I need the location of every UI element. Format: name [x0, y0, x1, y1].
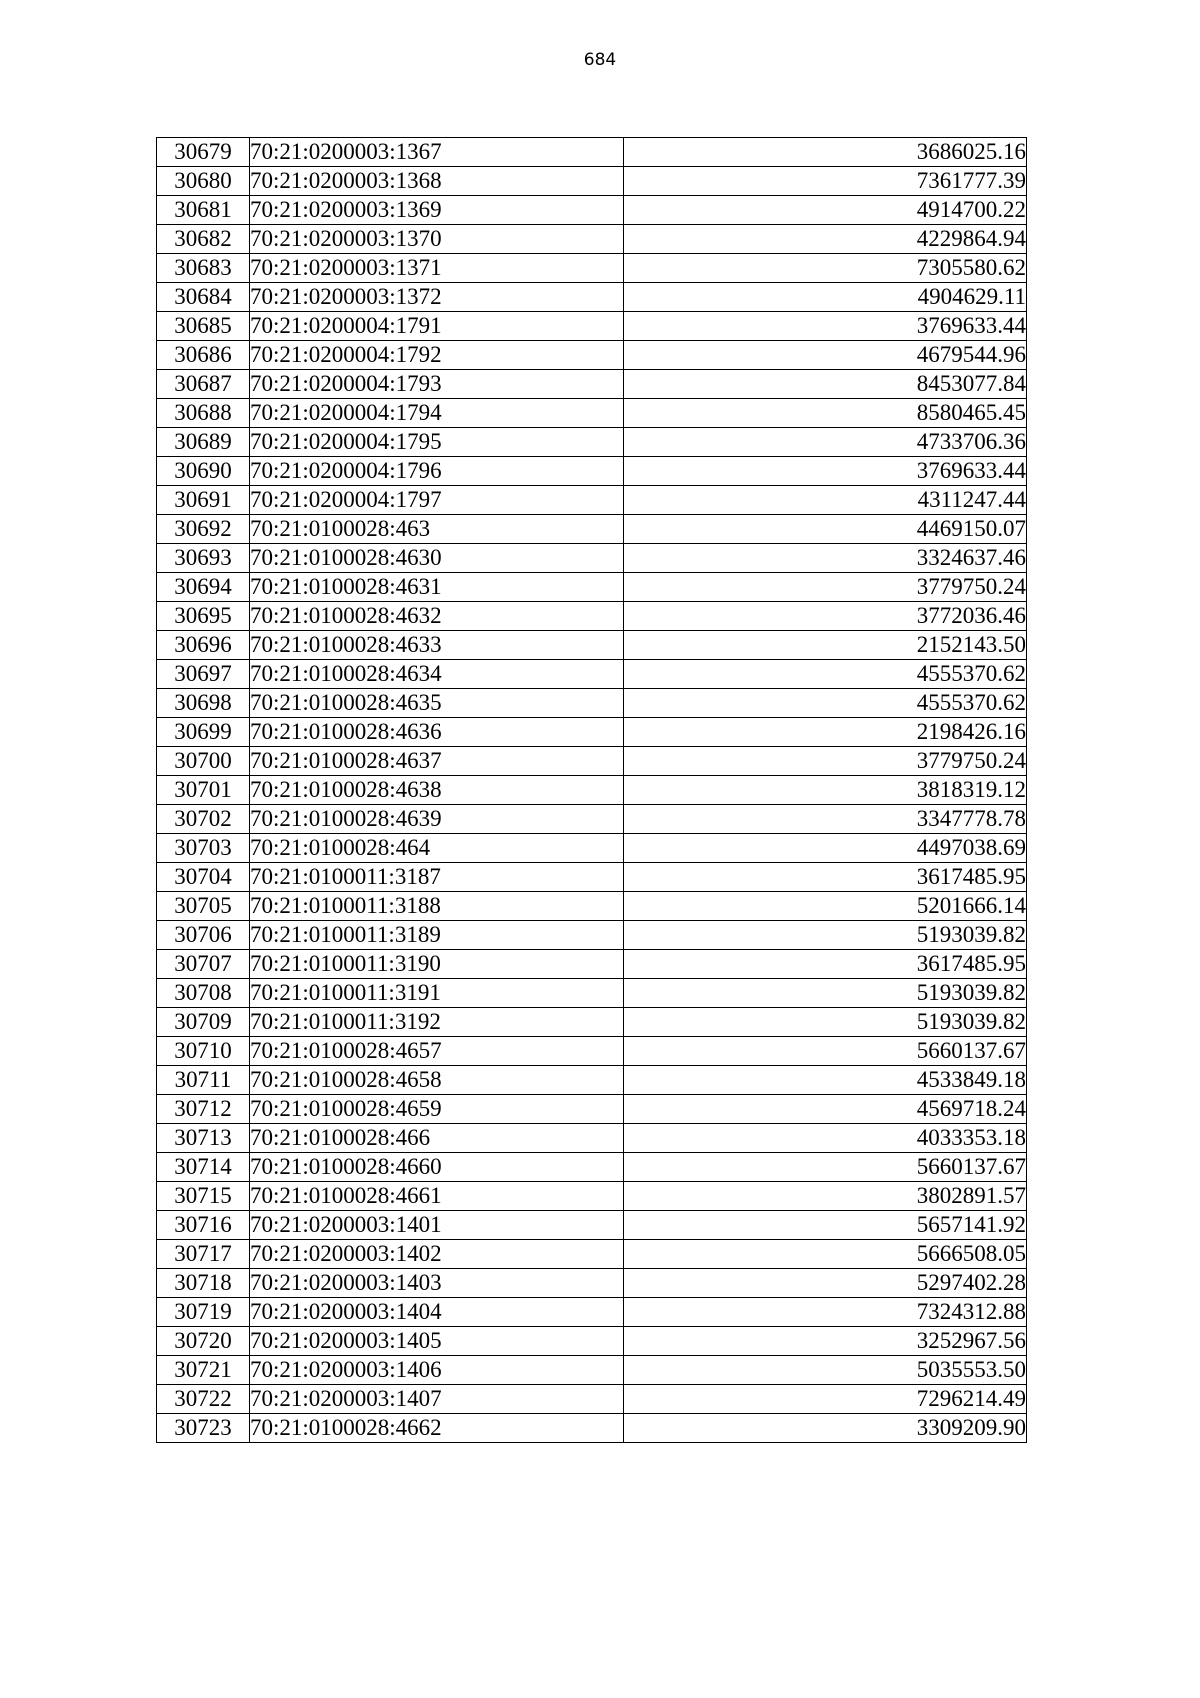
row-number-cell: 30691	[157, 486, 250, 515]
cadastral-number-cell: 70:21:0100011:3187	[250, 863, 624, 892]
table-row	[157, 1240, 1027, 1269]
cadastral-number-cell: 70:21:0200004:1795	[250, 428, 624, 457]
table-row	[157, 863, 1027, 892]
value-cell: 4569718.24	[624, 1095, 1027, 1124]
table-row	[157, 254, 1027, 283]
table-body	[157, 138, 1027, 1443]
table-row	[157, 1066, 1027, 1095]
row-number-cell: 30698	[157, 689, 250, 718]
cadastral-number-cell: 70:21:0200003:1370	[250, 225, 624, 254]
row-number-cell: 30702	[157, 805, 250, 834]
row-number-cell: 30707	[157, 950, 250, 979]
table-row	[157, 1182, 1027, 1211]
value-cell: 3779750.24	[624, 747, 1027, 776]
cadastral-number-cell: 70:21:0100011:3191	[250, 979, 624, 1008]
row-number-cell: 30721	[157, 1356, 250, 1385]
cadastral-number-cell: 70:21:0200004:1794	[250, 399, 624, 428]
table-row	[157, 1414, 1027, 1443]
table-row	[157, 1095, 1027, 1124]
row-number-cell: 30709	[157, 1008, 250, 1037]
row-number-cell: 30699	[157, 718, 250, 747]
row-number-cell: 30708	[157, 979, 250, 1008]
cadastral-number-cell: 70:21:0200003:1372	[250, 283, 624, 312]
table-row	[157, 225, 1027, 254]
table-row	[157, 573, 1027, 602]
value-cell: 7361777.39	[624, 167, 1027, 196]
value-cell: 4229864.94	[624, 225, 1027, 254]
table-row	[157, 1124, 1027, 1153]
row-number-cell: 30682	[157, 225, 250, 254]
cadastral-number-cell: 70:21:0100028:4636	[250, 718, 624, 747]
table-row	[157, 747, 1027, 776]
row-number-cell: 30715	[157, 1182, 250, 1211]
cadastral-number-cell: 70:21:0200004:1797	[250, 486, 624, 515]
cadastral-number-cell: 70:21:0200004:1792	[250, 341, 624, 370]
value-cell: 5657141.92	[624, 1211, 1027, 1240]
cadastral-number-cell: 70:21:0100028:4632	[250, 602, 624, 631]
cadastral-number-cell: 70:21:0100028:4635	[250, 689, 624, 718]
value-cell: 3779750.24	[624, 573, 1027, 602]
table-row	[157, 921, 1027, 950]
cadastral-number-cell: 70:21:0100028:4657	[250, 1037, 624, 1066]
value-cell: 4555370.62	[624, 660, 1027, 689]
cadastral-number-cell: 70:21:0200003:1404	[250, 1298, 624, 1327]
cadastral-number-cell: 70:21:0100028:4660	[250, 1153, 624, 1182]
table-row	[157, 979, 1027, 1008]
row-number-cell: 30696	[157, 631, 250, 660]
value-cell: 2152143.50	[624, 631, 1027, 660]
row-number-cell: 30695	[157, 602, 250, 631]
row-number-cell: 30686	[157, 341, 250, 370]
table-row	[157, 1211, 1027, 1240]
table-row	[157, 283, 1027, 312]
table-row	[157, 196, 1027, 225]
value-cell: 3686025.16	[624, 138, 1027, 167]
cadastral-number-cell: 70:21:0200004:1793	[250, 370, 624, 399]
value-cell: 5660137.67	[624, 1037, 1027, 1066]
value-cell: 4733706.36	[624, 428, 1027, 457]
row-number-cell: 30693	[157, 544, 250, 573]
table-row	[157, 631, 1027, 660]
table-row	[157, 341, 1027, 370]
value-cell: 3769633.44	[624, 312, 1027, 341]
value-cell: 5660137.67	[624, 1153, 1027, 1182]
row-number-cell: 30679	[157, 138, 250, 167]
table-row	[157, 892, 1027, 921]
table-row	[157, 167, 1027, 196]
table-row	[157, 1269, 1027, 1298]
value-cell: 4033353.18	[624, 1124, 1027, 1153]
value-cell: 3617485.95	[624, 950, 1027, 979]
row-number-cell: 30723	[157, 1414, 250, 1443]
value-cell: 5035553.50	[624, 1356, 1027, 1385]
value-cell: 3309209.90	[624, 1414, 1027, 1443]
value-cell: 5666508.05	[624, 1240, 1027, 1269]
row-number-cell: 30718	[157, 1269, 250, 1298]
table-row	[157, 602, 1027, 631]
cadastral-number-cell: 70:21:0100028:464	[250, 834, 624, 863]
cadastral-number-cell: 70:21:0200004:1791	[250, 312, 624, 341]
cadastral-number-cell: 70:21:0100028:466	[250, 1124, 624, 1153]
cadastral-number-cell: 70:21:0100028:4630	[250, 544, 624, 573]
row-number-cell: 30705	[157, 892, 250, 921]
row-number-cell: 30722	[157, 1385, 250, 1414]
cadastral-number-cell: 70:21:0100011:3190	[250, 950, 624, 979]
page-number: 684	[583, 50, 617, 70]
value-cell: 3252967.56	[624, 1327, 1027, 1356]
cadastral-number-cell: 70:21:0200003:1406	[250, 1356, 624, 1385]
row-number-cell: 30689	[157, 428, 250, 457]
row-number-cell: 30690	[157, 457, 250, 486]
row-number-cell: 30716	[157, 1211, 250, 1240]
value-cell: 4469150.07	[624, 515, 1027, 544]
table-row	[157, 1298, 1027, 1327]
cadastral-number-cell: 70:21:0100028:4661	[250, 1182, 624, 1211]
row-number-cell: 30720	[157, 1327, 250, 1356]
cadastral-number-cell: 70:21:0200003:1401	[250, 1211, 624, 1240]
cadastral-number-cell: 70:21:0100028:4631	[250, 573, 624, 602]
row-number-cell: 30681	[157, 196, 250, 225]
cadastral-number-cell: 70:21:0200003:1367	[250, 138, 624, 167]
value-cell: 4679544.96	[624, 341, 1027, 370]
cadastral-number-cell: 70:21:0200003:1369	[250, 196, 624, 225]
row-number-cell: 30713	[157, 1124, 250, 1153]
value-cell: 3324637.46	[624, 544, 1027, 573]
cadastral-value-table	[156, 137, 1027, 1443]
table-row	[157, 1356, 1027, 1385]
row-number-cell: 30684	[157, 283, 250, 312]
table-row	[157, 370, 1027, 399]
value-cell: 4533849.18	[624, 1066, 1027, 1095]
table-row	[157, 805, 1027, 834]
table-row	[157, 776, 1027, 805]
cadastral-number-cell: 70:21:0100028:4662	[250, 1414, 624, 1443]
cadastral-number-cell: 70:21:0100028:4633	[250, 631, 624, 660]
table-row	[157, 515, 1027, 544]
value-cell: 5193039.82	[624, 921, 1027, 950]
value-cell: 5297402.28	[624, 1269, 1027, 1298]
value-cell: 4497038.69	[624, 834, 1027, 863]
table-row	[157, 312, 1027, 341]
table-row	[157, 1008, 1027, 1037]
table-row	[157, 486, 1027, 515]
value-cell: 5201666.14	[624, 892, 1027, 921]
value-cell: 3617485.95	[624, 863, 1027, 892]
row-number-cell: 30700	[157, 747, 250, 776]
cadastral-number-cell: 70:21:0200003:1403	[250, 1269, 624, 1298]
cadastral-number-cell: 70:21:0100028:4639	[250, 805, 624, 834]
row-number-cell: 30710	[157, 1037, 250, 1066]
row-number-cell: 30701	[157, 776, 250, 805]
cadastral-number-cell: 70:21:0100028:4637	[250, 747, 624, 776]
value-cell: 8580465.45	[624, 399, 1027, 428]
row-number-cell: 30704	[157, 863, 250, 892]
value-cell: 3802891.57	[624, 1182, 1027, 1211]
row-number-cell: 30688	[157, 399, 250, 428]
value-cell: 2198426.16	[624, 718, 1027, 747]
table-row	[157, 718, 1027, 747]
row-number-cell: 30714	[157, 1153, 250, 1182]
cadastral-number-cell: 70:21:0200003:1368	[250, 167, 624, 196]
value-cell: 7296214.49	[624, 1385, 1027, 1414]
cadastral-number-cell: 70:21:0200003:1407	[250, 1385, 624, 1414]
table-row	[157, 689, 1027, 718]
cadastral-number-cell: 70:21:0100028:4638	[250, 776, 624, 805]
table-row	[157, 1037, 1027, 1066]
value-cell: 8453077.84	[624, 370, 1027, 399]
cadastral-number-cell: 70:21:0100028:4658	[250, 1066, 624, 1095]
cadastral-number-cell: 70:21:0100028:4634	[250, 660, 624, 689]
table-row	[157, 138, 1027, 167]
value-cell: 7305580.62	[624, 254, 1027, 283]
row-number-cell: 30680	[157, 167, 250, 196]
value-cell: 3347778.78	[624, 805, 1027, 834]
cadastral-number-cell: 70:21:0100011:3189	[250, 921, 624, 950]
row-number-cell: 30706	[157, 921, 250, 950]
table-row	[157, 1385, 1027, 1414]
cadastral-number-cell: 70:21:0200003:1371	[250, 254, 624, 283]
cadastral-number-cell: 70:21:0100011:3188	[250, 892, 624, 921]
row-number-cell: 30692	[157, 515, 250, 544]
table-row	[157, 834, 1027, 863]
table-row	[157, 1153, 1027, 1182]
table-row	[157, 660, 1027, 689]
table-row	[157, 1327, 1027, 1356]
row-number-cell: 30694	[157, 573, 250, 602]
value-cell: 7324312.88	[624, 1298, 1027, 1327]
row-number-cell: 30683	[157, 254, 250, 283]
cadastral-number-cell: 70:21:0200003:1405	[250, 1327, 624, 1356]
table-row	[157, 457, 1027, 486]
row-number-cell: 30719	[157, 1298, 250, 1327]
value-cell: 4914700.22	[624, 196, 1027, 225]
table-row	[157, 428, 1027, 457]
row-number-cell: 30712	[157, 1095, 250, 1124]
table-row	[157, 544, 1027, 573]
cadastral-number-cell: 70:21:0200003:1402	[250, 1240, 624, 1269]
value-cell: 5193039.82	[624, 979, 1027, 1008]
value-cell: 3818319.12	[624, 776, 1027, 805]
value-cell: 4311247.44	[624, 486, 1027, 515]
row-number-cell: 30685	[157, 312, 250, 341]
table-row	[157, 399, 1027, 428]
row-number-cell: 30687	[157, 370, 250, 399]
value-cell: 4904629.11	[624, 283, 1027, 312]
cadastral-number-cell: 70:21:0100028:4659	[250, 1095, 624, 1124]
cadastral-number-cell: 70:21:0200004:1796	[250, 457, 624, 486]
cadastral-number-cell: 70:21:0100028:463	[250, 515, 624, 544]
row-number-cell: 30697	[157, 660, 250, 689]
value-cell: 5193039.82	[624, 1008, 1027, 1037]
table-row	[157, 950, 1027, 979]
row-number-cell: 30717	[157, 1240, 250, 1269]
row-number-cell: 30703	[157, 834, 250, 863]
value-cell: 4555370.62	[624, 689, 1027, 718]
value-cell: 3772036.46	[624, 602, 1027, 631]
value-cell: 3769633.44	[624, 457, 1027, 486]
row-number-cell: 30711	[157, 1066, 250, 1095]
cadastral-number-cell: 70:21:0100011:3192	[250, 1008, 624, 1037]
